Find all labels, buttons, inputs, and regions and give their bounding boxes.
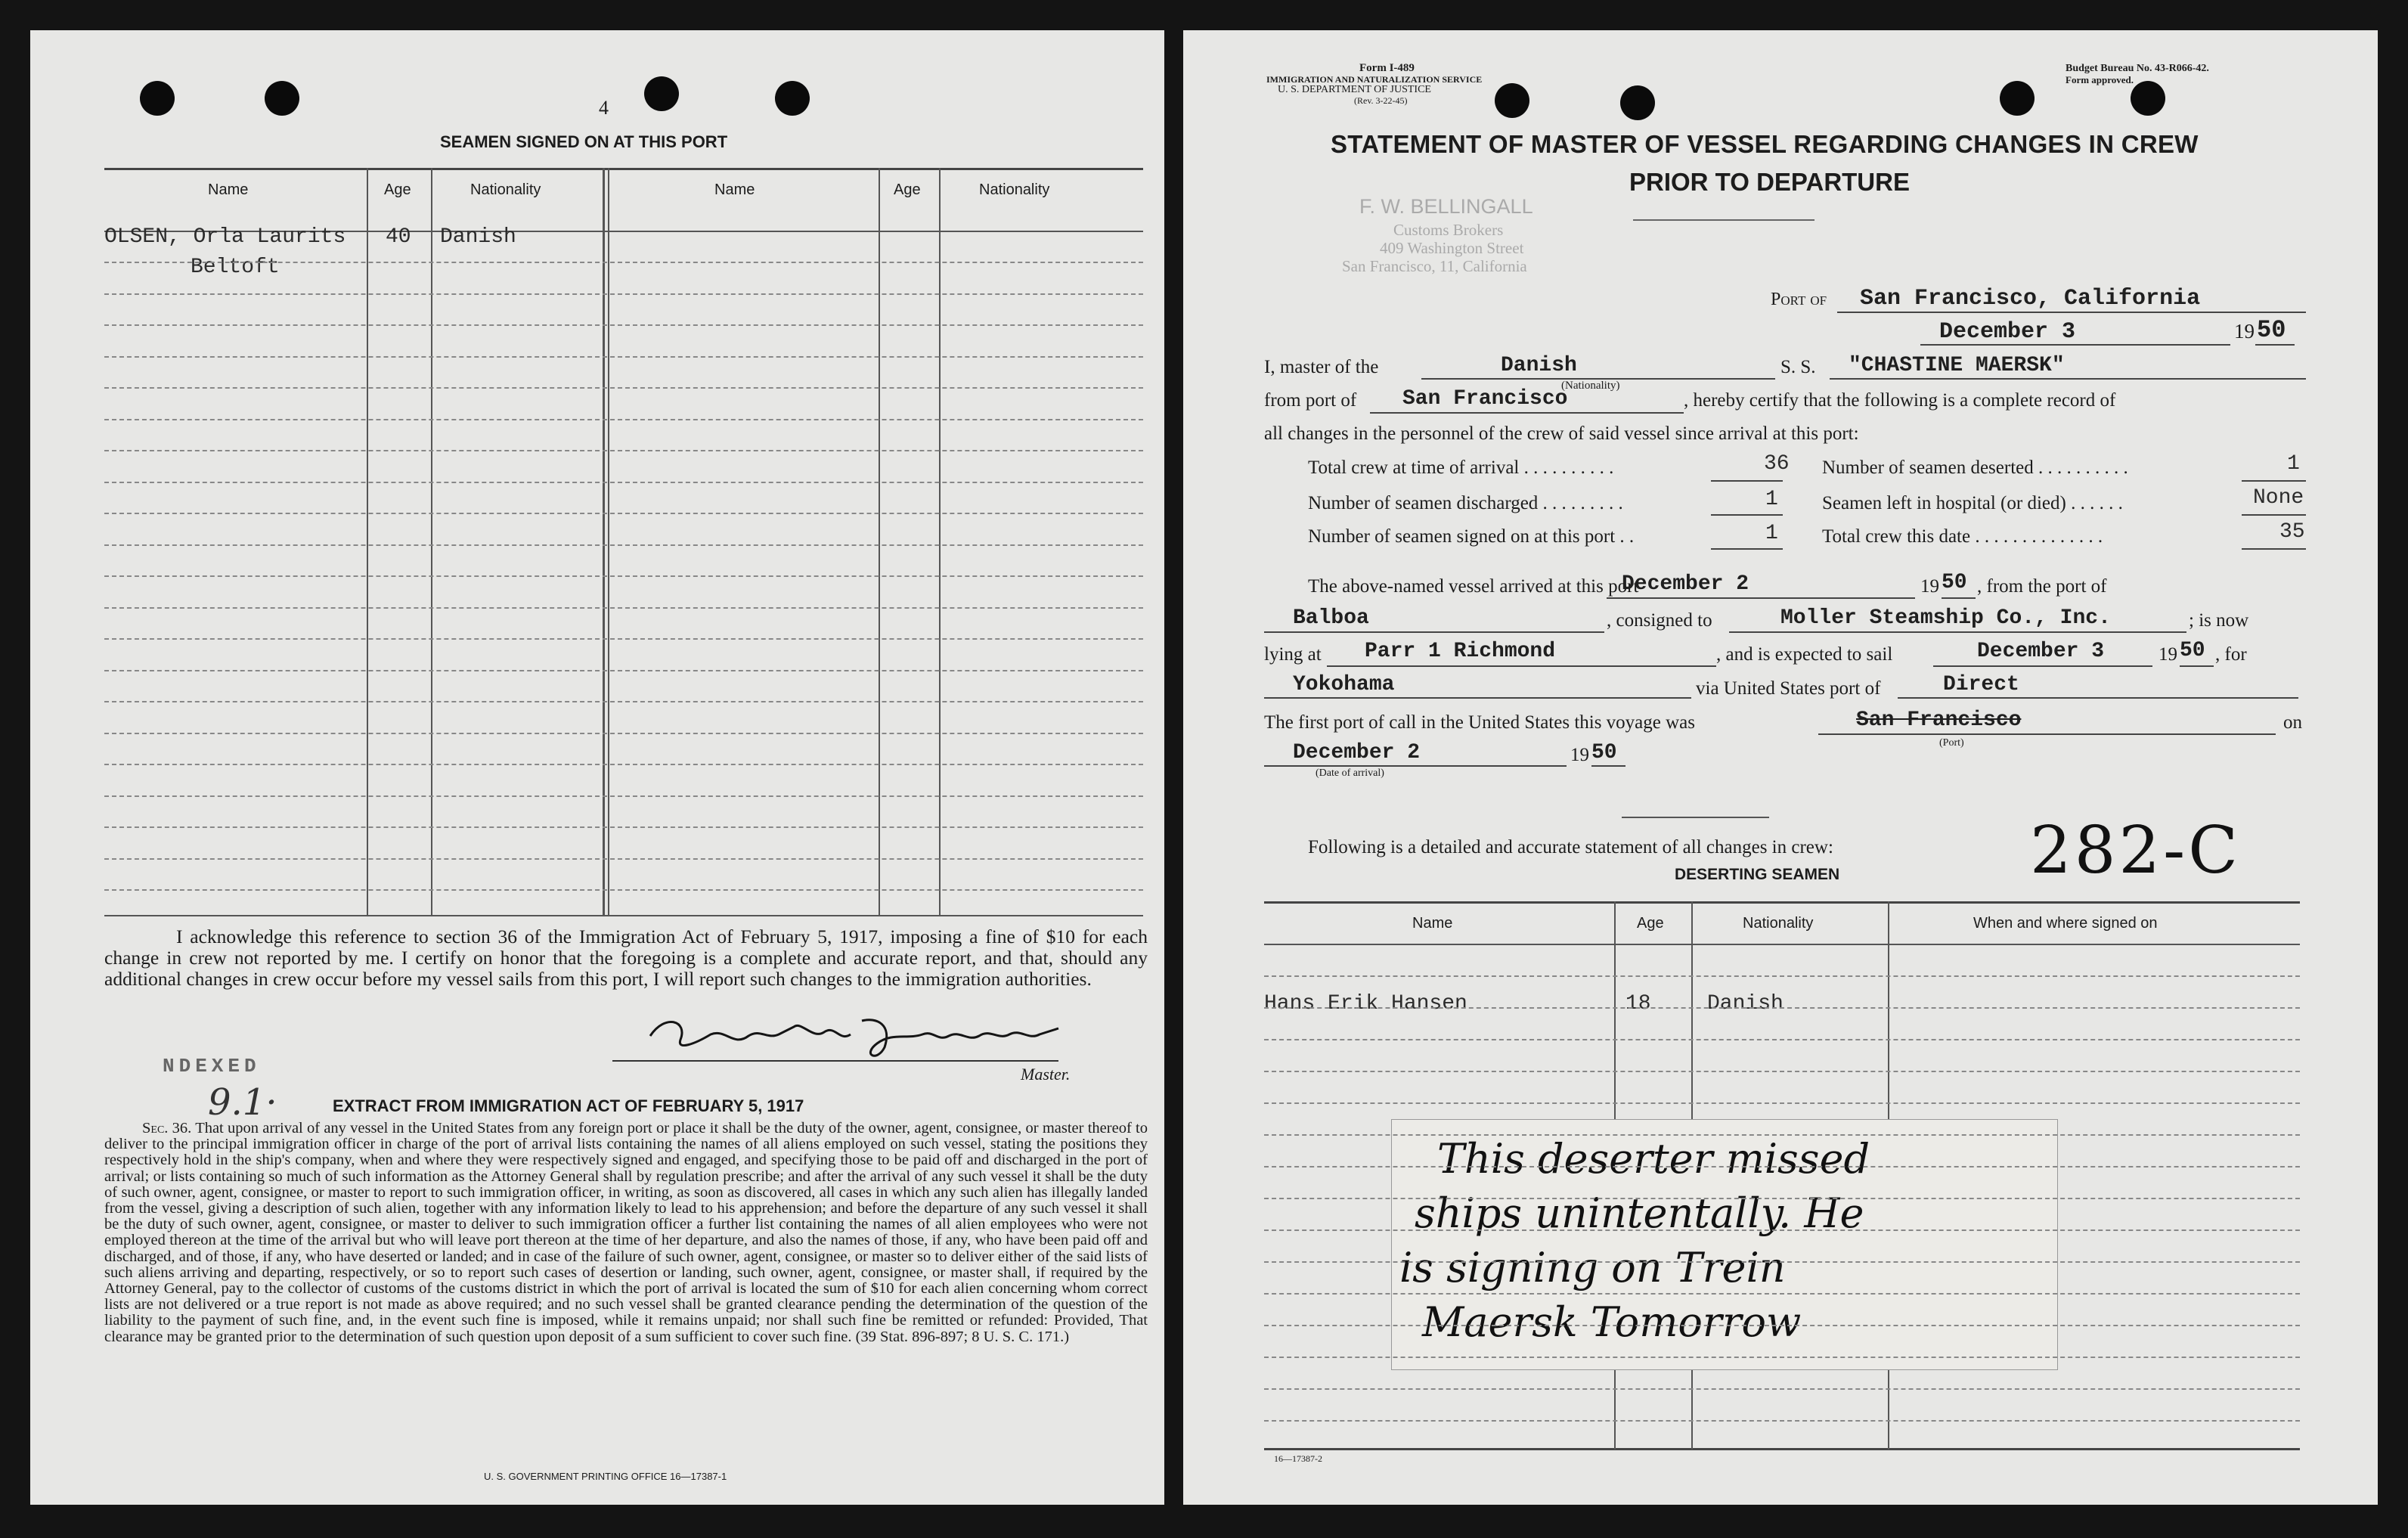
table-row-rule — [104, 638, 1143, 640]
table-row-rule — [104, 826, 1143, 828]
table-top-rule — [104, 168, 1143, 170]
left-page — [30, 30, 1164, 1505]
date-arrival-caption: (Date of arrival) — [1316, 767, 1384, 779]
department-name: U. S. DEPARTMENT OF JUSTICE — [1278, 84, 1431, 95]
col-divider — [431, 168, 432, 916]
table-row-rule — [104, 482, 1143, 483]
first-date: December 2 — [1293, 741, 1421, 764]
right-page — [1183, 30, 2378, 1505]
first-year: 50 — [1591, 741, 1617, 764]
consignee: Moller Steamship Co., Inc. — [1780, 606, 2111, 630]
footer-code: 16—17387-2 — [1274, 1453, 1322, 1464]
lying-at-line — [1327, 665, 1716, 667]
punch-hole — [775, 81, 810, 116]
expected-label: , and is expected to sail — [1716, 644, 1893, 665]
master-of-label: I, master of the — [1264, 357, 1379, 377]
col-header-nationality: Nationality — [470, 181, 541, 198]
col-header-name: Name — [208, 181, 249, 198]
first-year-prefix: 19 — [1570, 745, 1589, 765]
port-caption: (Port) — [1939, 737, 1964, 749]
deserted-label: Number of seamen deserted . . . . . . . . . . — [1822, 457, 2128, 478]
destination-line — [1264, 697, 1691, 699]
arrived-year-line — [1942, 597, 1976, 599]
arrived-label: The above-named vessel arrived at this port — [1308, 576, 1639, 597]
desert-row-rule — [1264, 1198, 2300, 1199]
sail-date-line — [1933, 665, 2152, 667]
punch-hole — [265, 81, 299, 116]
separator-rule — [1622, 817, 1769, 818]
date-value: December 3 — [1939, 319, 2076, 345]
desert-table-header-rule — [1264, 944, 2300, 945]
seaman-age: 40 — [386, 225, 411, 249]
form-approved: Form approved. — [2066, 74, 2134, 85]
changes-text: all changes in the personnel of the crew of said vessel since arrival at this port: — [1264, 423, 1859, 444]
deserted-count: 1 — [2287, 452, 2300, 476]
arrived-from-line — [1264, 631, 1604, 633]
deserter-nationality: Danish — [1707, 992, 1784, 1016]
hospital-label: Seamen left in hospital (or died) . . . . . . — [1822, 493, 2123, 513]
total-crew-date-label: Total crew this date . . . . . . . . . . . . . . — [1822, 526, 2103, 547]
on-label: on — [2283, 712, 2302, 733]
signed-on-count: 1 — [1765, 522, 1778, 545]
indexed-stamp: NDEXED — [163, 1055, 261, 1078]
deserter-age: 18 — [1625, 992, 1651, 1016]
date-year: 50 — [2257, 316, 2286, 344]
broker-name: F. W. BELLINGALL — [1359, 195, 1533, 218]
note-line: Maersk Tomorrow — [1422, 1298, 1802, 1346]
from-port-label: from port of — [1264, 390, 1357, 411]
col-header-age: Age — [384, 181, 411, 198]
note-line: is signing on Trein — [1399, 1244, 1786, 1291]
table-row-rule — [104, 889, 1143, 891]
form-number: Form I-489 — [1359, 62, 1415, 74]
stat-field-line — [2242, 548, 2306, 550]
year-field-line — [2255, 344, 2295, 346]
col-divider — [608, 168, 609, 916]
note-line: ships unintentally. He — [1415, 1189, 1864, 1237]
desert-col-name: Name — [1412, 915, 1453, 932]
via-label: via United States port of — [1696, 678, 1881, 699]
table-row-rule — [104, 262, 1143, 263]
sail-date: December 3 — [1977, 640, 2105, 663]
nationality-caption: (Nationality) — [1561, 380, 1620, 392]
desert-col-signed: When and where signed on — [1973, 915, 2158, 932]
total-crew-arrival: 36 — [1764, 452, 1790, 476]
form-title: STATEMENT OF MASTER OF VESSEL REGARDING CHANGES IN CREW — [1331, 130, 2199, 158]
desert-row-rule — [1264, 1166, 2300, 1167]
certify-text: , hereby certify that the following is a complete record of — [1684, 390, 2116, 411]
sail-year: 50 — [2180, 639, 2205, 662]
seaman-name-continued: Beltoft — [191, 256, 280, 279]
table-row-rule — [104, 670, 1143, 671]
revision: (Rev. 3-22-45) — [1354, 95, 1408, 106]
handwritten-number: 282-C — [2030, 813, 2242, 888]
arrived-date: December 2 — [1622, 572, 1749, 596]
following-text: Following is a detailed and accurate statement of all changes in crew: — [1308, 837, 1833, 857]
desert-row-rule — [1264, 1039, 2300, 1040]
destination: Yokohama — [1293, 673, 1395, 696]
desert-row-rule — [1264, 1102, 2300, 1104]
arrived-year: 50 — [1942, 571, 1967, 594]
index-mark: 9.1· — [208, 1081, 277, 1124]
table-row-rule — [104, 419, 1143, 420]
table-row-rule — [104, 387, 1143, 389]
punch-hole — [644, 76, 679, 111]
year-prefix: 19 — [2234, 320, 2255, 343]
punch-hole — [1620, 85, 1655, 120]
total-crew-date: 35 — [2279, 520, 2305, 544]
for-label: , for — [2215, 644, 2247, 665]
via-port: Direct — [1943, 673, 2019, 696]
lying-at: Parr 1 Richmond — [1365, 640, 1556, 663]
table-row-rule — [104, 607, 1143, 609]
via-port-line — [1898, 697, 2298, 699]
extract-title: EXTRACT FROM IMMIGRATION ACT OF FEBRUARY 5, 1917 — [333, 1096, 804, 1115]
sail-year-prefix: 19 — [2159, 644, 2177, 665]
table-row-rule — [104, 293, 1143, 295]
vessel-field-line — [1830, 378, 2306, 380]
punch-hole — [1495, 83, 1529, 118]
first-port: San Francisco — [1856, 709, 2022, 732]
first-port-line — [1818, 733, 2276, 735]
col-header-age: Age — [894, 181, 921, 198]
signature-line — [612, 1060, 1058, 1062]
total-crew-arrival-label: Total crew at time of arrival . . . . . . . . . . — [1308, 457, 1614, 478]
desert-row-rule — [1264, 975, 2300, 977]
consignee-line — [1729, 631, 2186, 633]
port-value: San Francisco, California — [1860, 286, 2201, 312]
from-port-value: San Francisco — [1402, 387, 1568, 411]
discharged-count: 1 — [1765, 488, 1778, 511]
stat-field-line — [2242, 514, 2306, 516]
desert-row-rule — [1264, 1229, 2300, 1231]
desert-row-rule — [1264, 1325, 2300, 1326]
title-rule — [1633, 219, 1815, 221]
table-row-rule — [104, 701, 1143, 702]
port-field-line — [1837, 312, 2306, 313]
broker-line: San Francisco, 11, California — [1342, 257, 1527, 275]
desert-row-rule — [1264, 1420, 2300, 1422]
lying-at-label: lying at — [1264, 644, 1322, 665]
note-line: This deserter missed — [1437, 1135, 1870, 1183]
seaman-nationality: Danish — [440, 225, 516, 249]
desert-row-rule — [1264, 1071, 2300, 1072]
desert-row-rule — [1264, 1007, 2300, 1009]
seaman-name: OLSEN, Orla Laurits — [104, 225, 346, 249]
col-divider — [603, 168, 605, 916]
master-label: Master. — [1021, 1065, 1071, 1084]
col-header-name: Name — [714, 181, 755, 198]
desert-col-nationality: Nationality — [1743, 915, 1814, 932]
table-row-rule — [104, 795, 1143, 797]
page-number: 4 — [599, 97, 609, 119]
printing-office: U. S. GOVERNMENT PRINTING OFFICE 16—17387-1 — [484, 1471, 727, 1482]
table-row-rule — [104, 324, 1143, 326]
is-now-label: ; is now — [2189, 610, 2249, 631]
table-row-rule — [104, 544, 1143, 546]
table-row-rule — [104, 858, 1143, 860]
master-signature — [635, 1006, 1089, 1066]
sec-label: Sec. 36. — [142, 1120, 192, 1136]
desert-row-rule — [1264, 1293, 2300, 1295]
arrived-date-line — [1607, 597, 1915, 599]
acknowledgement-paragraph: I acknowledge this reference to section 36 of the Immigration Act of February 5, 1917, imposing a fine of $10 for each change in crew not reported by me. I certify on honor that the foregoing is a complete and accurate report, and that, should any additional changes in crew occur before my vessel sails from this port, I will report such changes to the immigration authorities. — [104, 926, 1148, 990]
ss-label: S. S. — [1780, 357, 1816, 377]
table-row-rule — [104, 575, 1143, 577]
acknowledgement-text — [104, 926, 1148, 990]
first-year-line — [1591, 765, 1625, 767]
table-row-rule — [104, 513, 1143, 514]
desert-table-bottom — [1264, 1448, 2300, 1450]
table-row-rule — [104, 450, 1143, 451]
desert-row-rule — [1264, 1134, 2300, 1136]
vessel-nationality: Danish — [1501, 354, 1577, 377]
stat-field-line — [1711, 548, 1783, 550]
desert-table-top — [1264, 901, 2300, 904]
desert-row-rule — [1264, 1388, 2300, 1390]
desert-col-age: Age — [1637, 915, 1664, 932]
sail-year-line — [2180, 665, 2214, 667]
table-row-rule — [104, 733, 1143, 734]
table-row-rule — [104, 764, 1143, 765]
stat-field-line — [1711, 514, 1783, 516]
punch-hole — [140, 81, 175, 116]
from-the-port-label: , from the port of — [1977, 576, 2107, 597]
broker-line: 409 Washington Street — [1380, 239, 1524, 257]
stat-field-line — [2242, 480, 2306, 482]
table-row-rule — [104, 356, 1143, 358]
punch-hole — [2000, 81, 2035, 116]
desert-row-rule — [1264, 1261, 2300, 1263]
port-label: Port of — [1771, 290, 1827, 309]
discharged-label: Number of seamen discharged . . . . . . . . . — [1308, 493, 1623, 513]
col-divider — [879, 168, 880, 916]
arrived-from: Balboa — [1293, 606, 1369, 630]
sec-body: That upon arrival of any vessel in the United States from any foreign port or place it shall be the duty of the owner, agent, consignee, or master thereof to deliver to the principal immigration officer in charge of the port of arrival lists containing the names of all aliens employed on such vessel, stating the positions they respectively hold in the ship's company, when and where they were respectively signed and engaged, and specifying those to be paid off and discharged in the port of arrival; or lists containing so much of such information as the Attorney General shall by regulation prescribe; and after the arrival of any such vessel it shall be the duty of such owner, agent, consignee, or master to report to such immigration officer, in writing, as soon as discovered, all cases in which any such alien has illegally landed from the vessel, giving a description of such alien, together with any information likely to lead to his apprehension; and before the departure of any such vessel it shall be the duty of such owner, agent, consignee, or master to deliver to such immigration officer a further list containing the names of all alien employees who were not employed thereon at the time of the arrival but who will leave port thereon at the time of her departure, and also the names of those, if any, who have been paid off and discharged, and of those, if any, who have deserted or landed; and in case of the failure of such owner, agent, consignee, or master so to deliver either of the said lists of such aliens arriving and departing, respectively, or so to report such cases of desertion or landing, such owner, agent, consignee, or master shall, if required by the Attorney General, pay to the collector of customs of the customs district in which the port of arrival is located the sum of $10 for each alien concerning whom correct lists are not delivered or a true report is not made as above required; and no such vessel shall be granted clearance pending the determination of the question of the liability to the payment of such fine, and, in the event such fine is imposed, while it remains unpaid; nor shall such fine be remitted or refunded: Provided, That clearance may be granted prior to the determination of such question upon deposit of a sum sufficient to cover such fine. (39 Stat. 896-897; 8 U. S. C. 171.) — [104, 1120, 1148, 1345]
deserting-title: DESERTING SEAMEN — [1675, 866, 1840, 883]
section-36-text — [104, 1121, 1148, 1345]
first-date-line — [1264, 765, 1567, 767]
col-divider — [939, 168, 941, 916]
section-title: SEAMEN SIGNED ON AT THIS PORT — [440, 132, 728, 151]
punch-hole — [2131, 81, 2165, 116]
first-port-label: The first port of call in the United States this voyage was — [1264, 712, 1696, 733]
from-port-field-line — [1370, 412, 1684, 414]
desert-row-rule — [1264, 1357, 2300, 1358]
broker-stamp — [1359, 195, 1533, 218]
deserter-name: Hans Erik Hansen — [1264, 992, 1467, 1016]
vessel-name: "CHASTINE MAERSK" — [1849, 354, 2065, 377]
col-header-nationality: Nationality — [979, 181, 1050, 198]
arrived-year-prefix: 19 — [1920, 576, 1939, 597]
consigned-label: , consigned to — [1607, 610, 1712, 631]
broker-line: Customs Brokers — [1393, 221, 1504, 239]
table-bottom-rule — [104, 915, 1143, 916]
handwritten-note-slip — [1391, 1119, 2058, 1370]
form-subtitle: PRIOR TO DEPARTURE — [1629, 168, 1910, 196]
agency-name: IMMIGRATION AND NATURALIZATION SERVICE — [1266, 74, 1483, 85]
stat-field-line — [1711, 480, 1783, 482]
col-divider — [367, 168, 368, 916]
budget-bureau: Budget Bureau No. 43-R066-42. — [2066, 63, 2209, 74]
signed-on-label: Number of seamen signed on at this port . . — [1308, 526, 1635, 547]
hospital-count: None — [2253, 486, 2304, 510]
